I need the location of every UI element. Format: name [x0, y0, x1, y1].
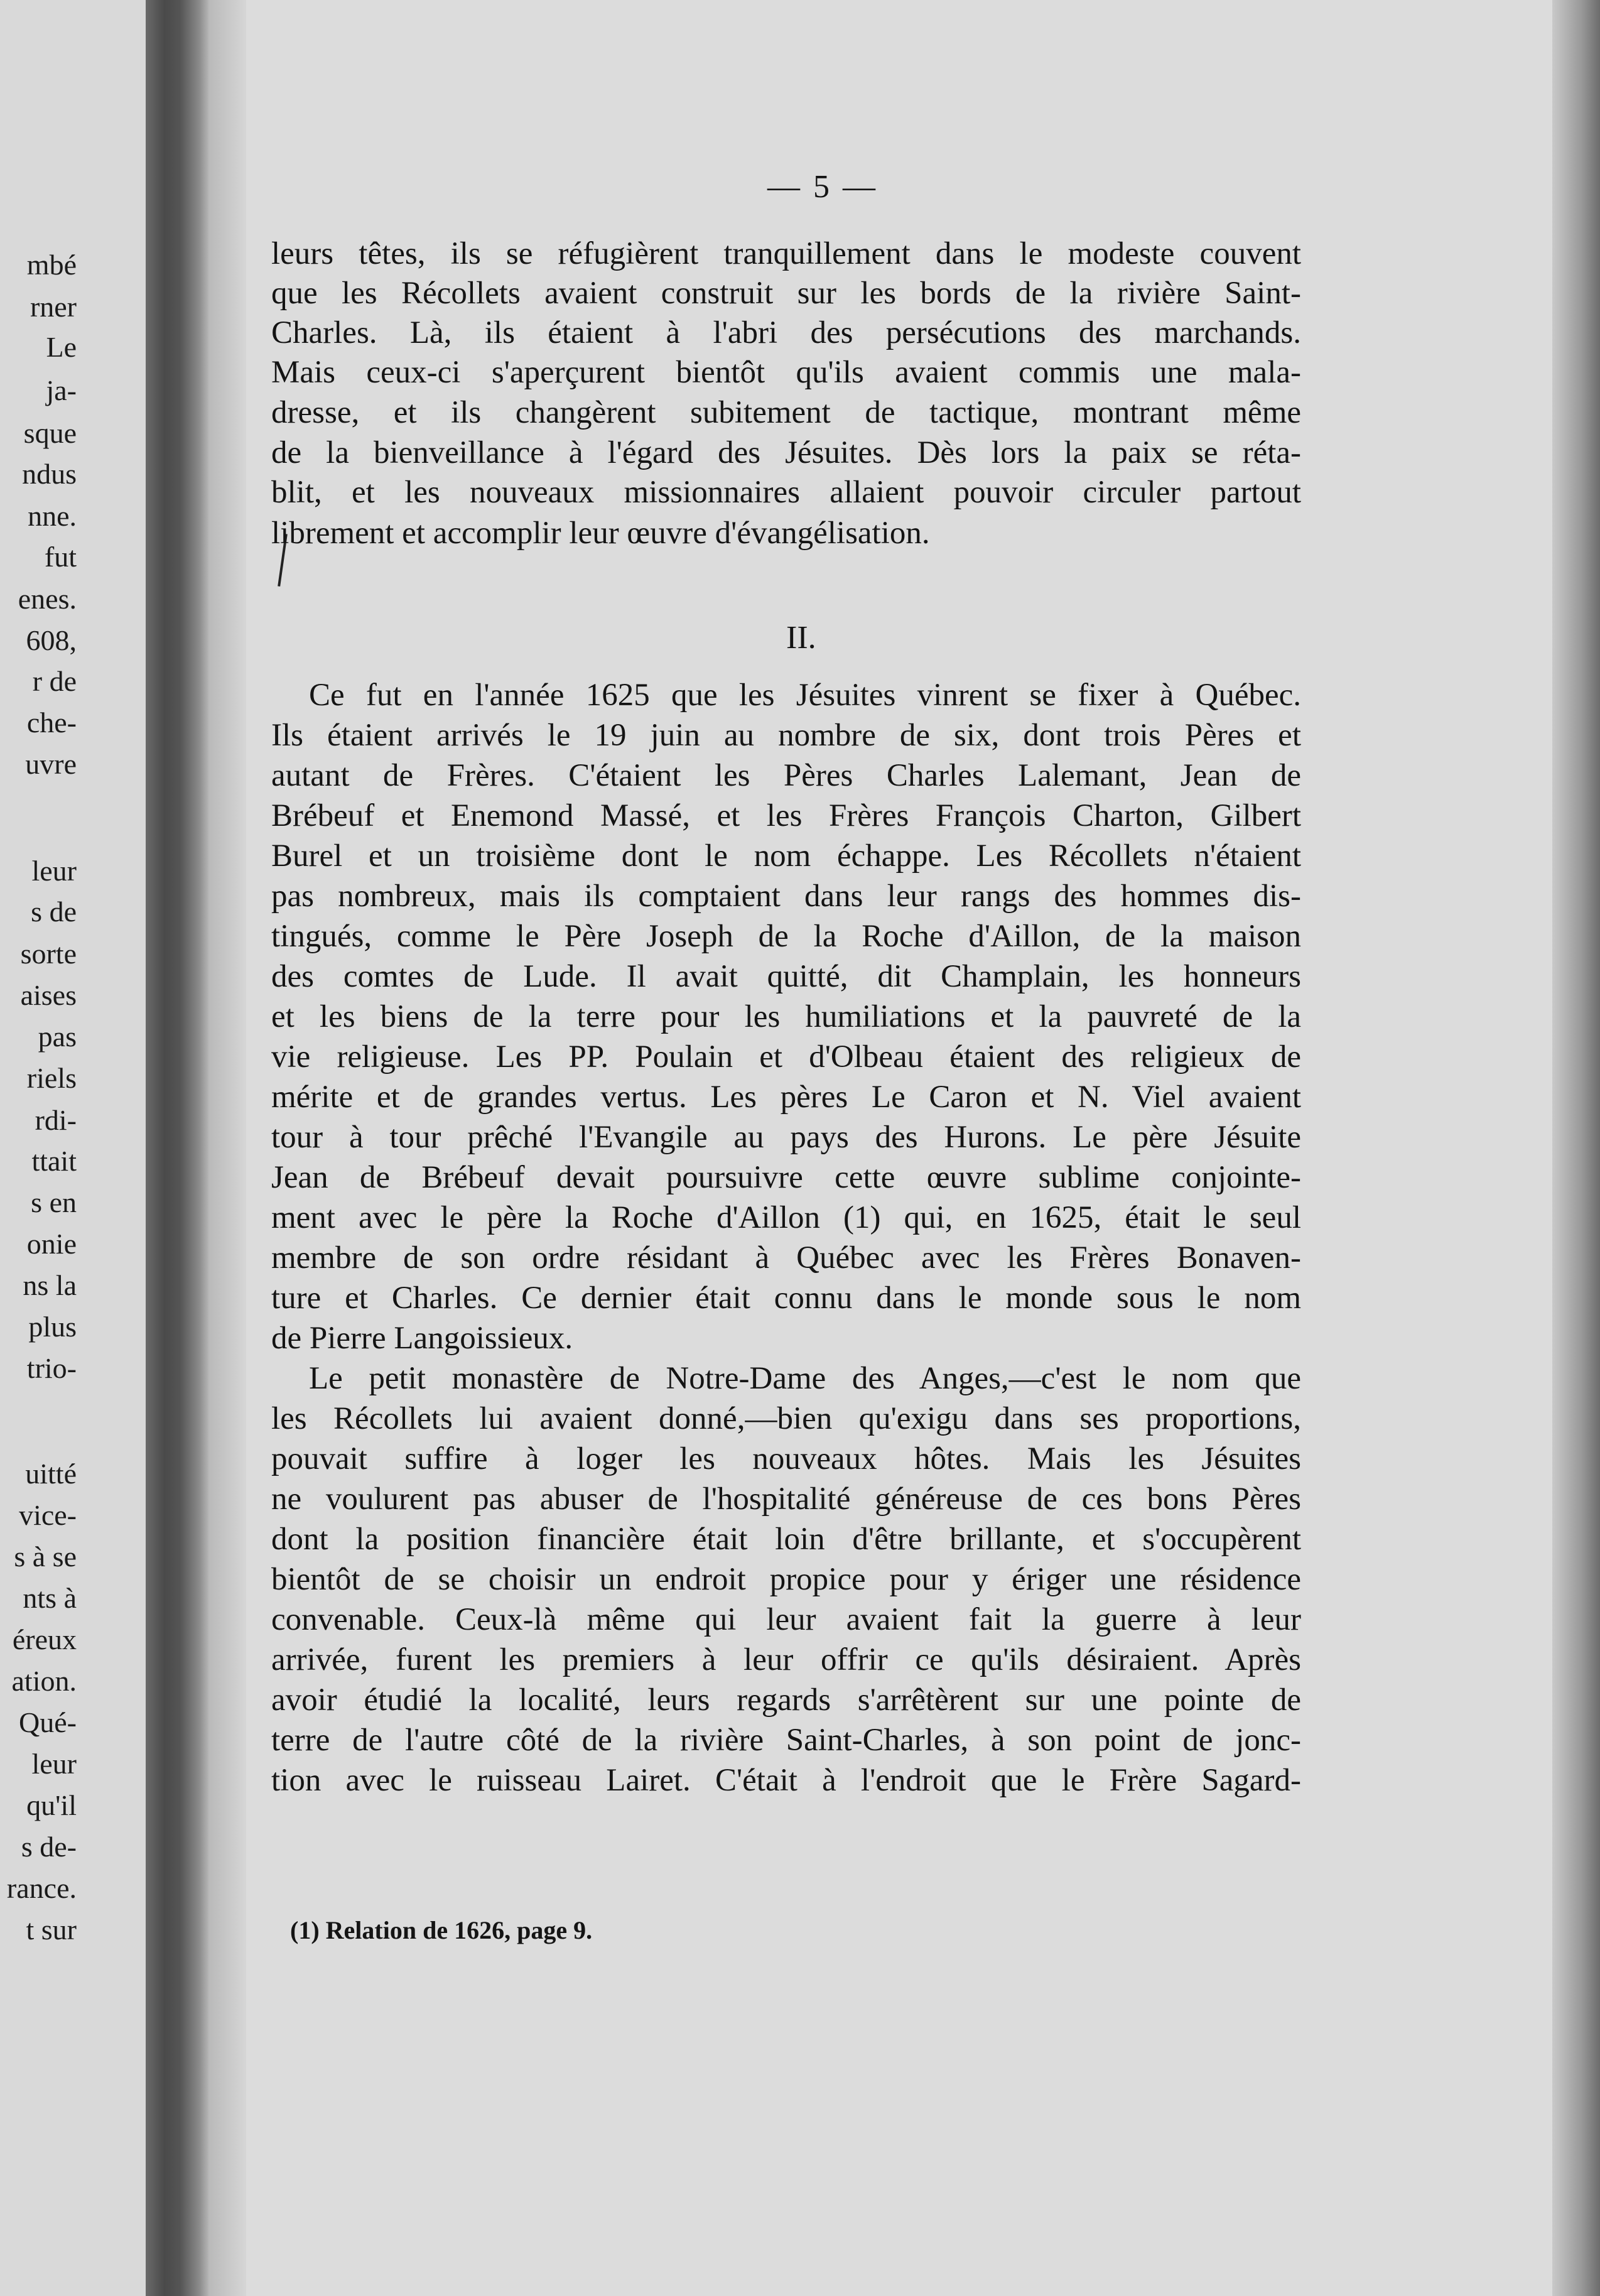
page-number: — 5 —	[767, 169, 878, 205]
text-line: avoir étudié la localité, leurs regards s'arrêtèrent sur une pointe de	[271, 1682, 1301, 1718]
text-line: ne voulurent pas abuser de l'hospitalité généreuse de ces bons Pères	[271, 1481, 1301, 1517]
left-page-fragment: s en	[31, 1186, 77, 1218]
text-line: membre de son ordre résidant à Québec avec les Frères Bonaven-	[271, 1240, 1301, 1275]
left-page-fragment: mbé	[26, 249, 77, 281]
left-page-fragment: r de	[32, 665, 77, 697]
left-page-fragment: ttait	[31, 1145, 77, 1177]
text-line: de Pierre Langoissieux.	[271, 1321, 573, 1356]
text-line: mérite et de grandes vertus. Les pères Le Caron et N. Viel avaient	[271, 1080, 1301, 1115]
text-line: vie religieuse. Les PP. Poulain et d'Olbeau étaient des religieux de	[271, 1039, 1301, 1075]
text-line: ment avec le père la Roche d'Aillon (1) qui, en 1625, était le seul	[271, 1200, 1301, 1235]
text-line: tingués, comme le Père Joseph de la Roche d'Aillon, de la maison	[271, 919, 1301, 954]
left-page-fragment: leur	[31, 855, 77, 887]
left-page-fragment: ndus	[22, 458, 77, 490]
text-line: convenable. Ceux-là même qui leur avaient fait la guerre à leur	[271, 1602, 1301, 1637]
text-line: blit, et les nouveaux missionnaires allaient pouvoir circuler partout	[271, 475, 1301, 510]
text-line: Le petit monastère de Notre-Dame des Anges,—c'est le nom que	[309, 1361, 1301, 1396]
text-line: Jean de Brébeuf devait poursuivre cette œuvre sublime conjointe-	[271, 1160, 1301, 1195]
text-line: Ce fut en l'année 1625 que les Jésuites vinrent se fixer à Québec.	[309, 678, 1301, 713]
left-page-fragment: ation.	[11, 1665, 77, 1697]
text-line: des comtes de Lude. Il avait quitté, dit Champlain, les honneurs	[271, 959, 1301, 994]
text-line: librement et accomplir leur œuvre d'évangélisation.	[271, 516, 930, 551]
text-line: Charles. Là, ils étaient à l'abri des persécutions des marchands.	[271, 315, 1301, 350]
left-page-fragment: uitté	[25, 1458, 77, 1490]
text-line: Mais ceux-ci s'aperçurent bientôt qu'ils avaient commis une mala-	[271, 355, 1301, 390]
left-page-fragment: éreux	[12, 1623, 77, 1655]
text-line: bientôt de se choisir un endroit propice pour y ériger une résidence	[271, 1562, 1301, 1597]
left-page-fragment: ja-	[46, 374, 77, 406]
text-line: leurs têtes, ils se réfugièrent tranquillement dans le modeste couvent	[271, 236, 1301, 271]
left-page-fragment: vice-	[19, 1499, 77, 1531]
left-page-fragment: ns la	[23, 1269, 77, 1301]
text-line: autant de Frères. C'étaient les Pères Charles Lalemant, Jean de	[271, 758, 1301, 793]
page-right-edge	[1552, 0, 1600, 2296]
text-line: tour à tour prêché l'Evangile au pays des Hurons. Le père Jésuite	[271, 1120, 1301, 1155]
left-page-fragment: s à se	[14, 1541, 77, 1573]
text-line: et les biens de la terre pour les humiliations et la pauvreté de la	[271, 999, 1301, 1034]
text-line: de la bienveillance à l'égard des Jésuites. Dès lors la paix se réta-	[271, 435, 1301, 470]
text-line: dont la position financière était loin d'être brillante, et s'occupèrent	[271, 1522, 1301, 1557]
text-line: les Récollets lui avaient donné,—bien qu'exigu dans ses proportions,	[271, 1401, 1301, 1436]
book-page	[246, 0, 1552, 2296]
left-page-fragment: aises	[20, 979, 77, 1011]
text-line: terre de l'autre côté de la rivière Saint-Charles, à son point de jonc-	[271, 1723, 1301, 1758]
left-page-fragment: rdi-	[35, 1104, 77, 1136]
left-page-fragment: pas	[38, 1021, 77, 1053]
text-line: Ils étaient arrivés le 19 juin au nombre de six, dont trois Pères et	[271, 718, 1301, 753]
footnote: (1) Relation de 1626, page 9.	[290, 1916, 593, 1944]
left-page-fragment: che-	[26, 707, 77, 739]
left-page-fragment: nne.	[28, 500, 77, 532]
section-heading: II.	[786, 620, 816, 656]
left-page-fragment: sorte	[20, 938, 77, 970]
left-page-fragment: Le	[46, 331, 77, 363]
left-page-fragment: nts à	[23, 1582, 77, 1614]
left-page-fragment: onie	[26, 1228, 77, 1260]
left-page-fragment: Qué-	[19, 1706, 77, 1738]
text-line: arrivée, furent les premiers à leur offrir ce qu'ils désiraient. Après	[271, 1642, 1301, 1677]
left-page-fragment: uvre	[25, 748, 77, 780]
text-line: que les Récollets avaient construit sur les bords de la rivière Saint-	[271, 276, 1301, 311]
text-line: pouvait suffire à loger les nouveaux hôtes. Mais les Jésuites	[271, 1441, 1301, 1476]
text-line: Brébeuf et Enemond Massé, et les Frères François Charton, Gilbert	[271, 798, 1301, 833]
text-line: tion avec le ruisseau Lairet. C'était à l'endroit que le Frère Sagard-	[271, 1763, 1301, 1798]
left-page-fragment: plus	[28, 1311, 77, 1343]
left-page-fragment: t sur	[26, 1914, 77, 1946]
left-page-fragment: leur	[31, 1748, 77, 1780]
left-page-fragment: trio-	[26, 1352, 77, 1384]
left-page-fragment: s de	[31, 896, 77, 928]
left-page-fragment: sque	[23, 417, 77, 449]
text-line: pas nombreux, mais ils comptaient dans leur rangs des hommes dis-	[271, 879, 1301, 914]
text-line: ture et Charles. Ce dernier était connu dans le monde sous le nom	[271, 1281, 1301, 1316]
left-facing-page	[0, 0, 146, 2296]
left-page-fragment: 608,	[26, 624, 77, 656]
left-page-fragment: s de-	[21, 1831, 77, 1863]
text-line: Burel et un troisième dont le nom échappe. Les Récollets n'étaient	[271, 838, 1301, 874]
left-page-fragment: fut	[44, 541, 77, 573]
book-gutter	[146, 0, 208, 2296]
left-page-fragment: rner	[30, 291, 77, 323]
text-line: dresse, et ils changèrent subitement de tactique, montrant même	[271, 395, 1301, 430]
gutter-shadow	[208, 0, 246, 2296]
left-page-fragment: riels	[26, 1062, 77, 1094]
left-page-fragment: enes.	[18, 583, 77, 615]
left-page-fragment: qu'il	[26, 1789, 77, 1821]
left-page-fragment: rance.	[6, 1872, 77, 1904]
